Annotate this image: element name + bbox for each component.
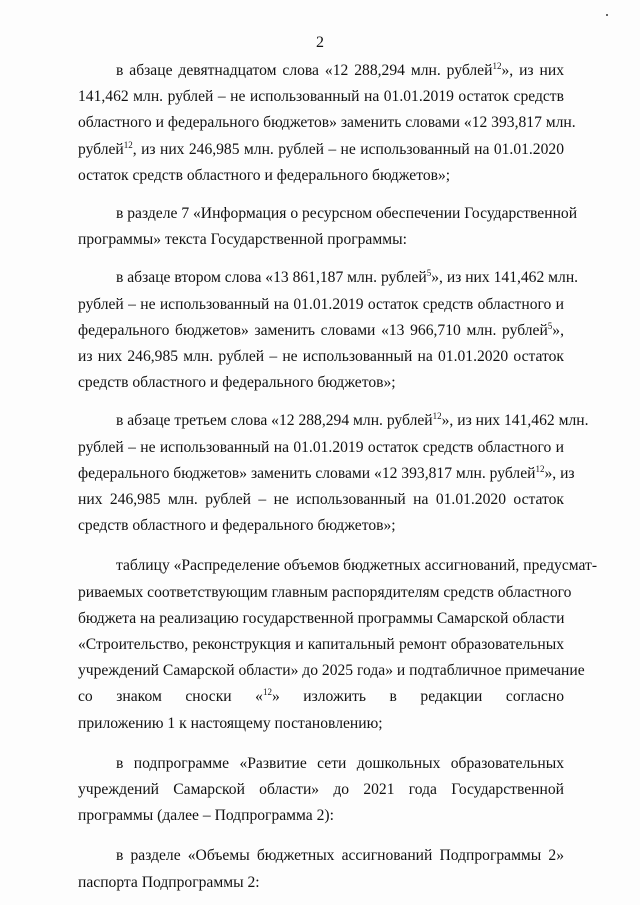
line-text: в абзаце втором слова «13 861,187 млн. рублей — [116, 269, 427, 287]
paragraph-p6 — [78, 751, 564, 830]
line-text: областного и федерального бюджетов» заменить словами «12 393,817 млн. — [78, 114, 576, 132]
line-text-continued: », — [552, 321, 564, 339]
line-text: приложению 1 к настоящему постановлению; — [78, 714, 383, 732]
text-line — [78, 751, 564, 777]
text-line — [78, 370, 564, 396]
text-line — [78, 318, 564, 344]
text-line — [78, 684, 564, 710]
line-text: остаток средств областного и федерального бюджетов»; — [78, 166, 451, 184]
text-line — [78, 201, 578, 227]
text-line — [78, 513, 564, 539]
footnote-marker: 12 — [492, 60, 502, 71]
line-text-continued: », из них 141,462 млн. — [431, 269, 579, 287]
line-text-continued: , из них 246,985 млн. рублей – не использованный на 01.01.2020 — [132, 140, 564, 158]
line-text: 141,462 млн. рублей – не использованный на 01.01.2019 остаток средств — [78, 88, 564, 106]
footnote-marker: 12 — [432, 411, 442, 422]
text-line — [78, 265, 579, 291]
paragraph-p2 — [78, 201, 578, 253]
text-line — [78, 606, 564, 632]
text-line — [78, 292, 564, 318]
text-line — [78, 580, 572, 606]
text-line — [78, 408, 589, 434]
page-number: 2 — [316, 34, 324, 51]
paragraph-p4 — [78, 408, 589, 539]
footnote-marker: 12 — [262, 687, 272, 698]
text-line — [78, 553, 598, 579]
line-text-continued: », из — [544, 464, 575, 482]
line-text: со знаком сноски « — [78, 688, 263, 706]
line-text: в подпрограмме «Развитие сети дошкольных образовательных — [116, 754, 564, 772]
text-line — [78, 632, 564, 658]
text-line — [78, 344, 564, 370]
text-line — [78, 163, 564, 189]
line-text: таблицу «Распределение объемов бюджетных ассигнований, предусмат- — [116, 557, 598, 575]
line-text: учреждений Самарской области» до 2021 года Государственной — [78, 781, 564, 799]
footnote-marker: 12 — [535, 463, 545, 474]
document-body — [78, 58, 598, 896]
text-line — [78, 137, 564, 163]
line-text: риваемых соответствующим главным распорядителям средств областного — [78, 583, 572, 601]
line-text: средств областного и федерального бюджетов»; — [78, 517, 396, 535]
line-text: федерального бюджетов» заменить словами «12 393,817 млн. рублей — [78, 464, 536, 482]
line-text: рублей – не использованный на 01.01.2019 остаток средств областного и — [78, 438, 564, 456]
line-text: средств областного и федерального бюджетов»; — [78, 374, 396, 392]
text-line — [78, 487, 564, 513]
line-text-continued: », из них 141,462 млн. — [441, 412, 589, 430]
text-line — [78, 843, 564, 869]
line-text: рублей — [78, 140, 124, 158]
text-line — [78, 58, 564, 84]
line-text: федерального бюджетов» заменить словами «13 966,710 млн. рублей — [78, 321, 548, 339]
line-text-continued: » изложить в редакции согласно — [271, 688, 564, 706]
text-line — [78, 227, 564, 253]
line-text: в абзаце третьем слова «12 288,294 млн. рублей — [116, 412, 433, 430]
line-text: программы (далее – Подпрограмма 2): — [78, 807, 334, 825]
footnote-marker: 12 — [123, 139, 133, 150]
text-line — [78, 870, 564, 896]
line-text: рублей – не использованный на 01.01.2019 остаток средств областного и — [78, 295, 564, 313]
text-line — [78, 658, 585, 684]
text-line — [78, 435, 564, 461]
line-text: в абзаце девятнадцатом слова «12 288,294 млн. рублей — [116, 62, 493, 79]
text-line — [78, 84, 564, 110]
text-line — [78, 803, 564, 829]
footnote-marker: 5 — [547, 320, 553, 331]
text-line — [78, 711, 564, 737]
line-text-continued: », из них — [501, 62, 565, 79]
line-text: них 246,985 млн. рублей – не использованный на 01.01.2020 остаток — [78, 491, 564, 509]
line-text: бюджета на реализацию государственной программы Самарской области — [78, 609, 565, 627]
line-text: учреждений Самарской области» до 2025 года» и подтабличное примечание — [78, 662, 585, 680]
line-text: в разделе 7 «Информация о ресурсном обеспечении Государственной — [116, 205, 578, 223]
line-text: в разделе «Объемы бюджетных ассигнований Подпрограммы 2» — [116, 847, 564, 865]
line-text: паспорта Подпрограммы 2: — [78, 873, 260, 891]
paragraph-p7 — [78, 843, 564, 895]
footnote-marker: 5 — [426, 268, 432, 279]
text-line — [78, 777, 564, 803]
paragraph-p3 — [78, 265, 579, 396]
line-text: из них 246,985 млн. рублей – не использованный на 01.01.2020 остаток — [78, 348, 564, 366]
scan-speck — [606, 14, 608, 16]
text-line — [78, 110, 576, 136]
paragraph-p5 — [78, 553, 598, 736]
paragraph-p1 — [78, 58, 576, 189]
line-text: программы» текста Государственной программы: — [78, 231, 407, 249]
text-line — [78, 461, 575, 487]
line-text: «Строительство, реконструкция и капитальный ремонт образовательных — [78, 636, 564, 654]
